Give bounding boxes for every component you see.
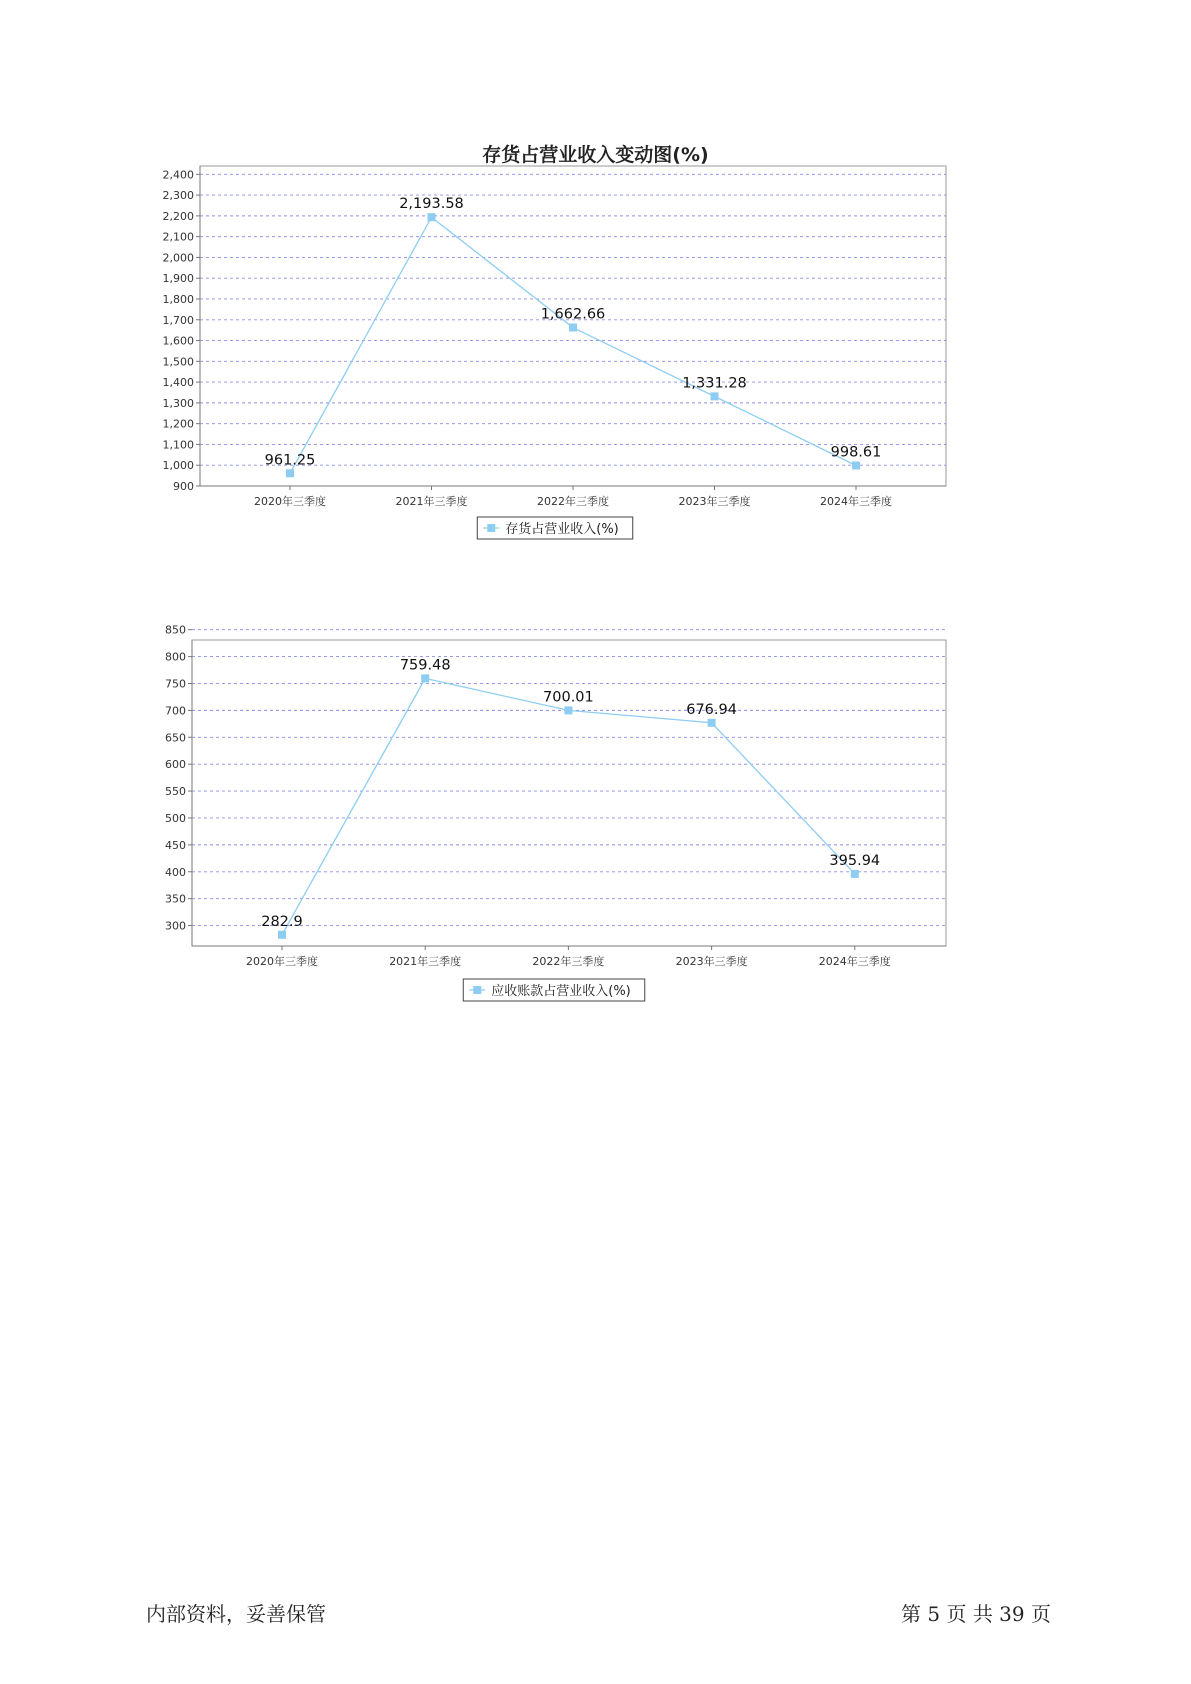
inventory-chart-svg [0, 140, 1191, 600]
y-tick-label: 1,300 [162, 396, 194, 410]
y-tick-label: 2,400 [162, 168, 194, 182]
y-tick-label: 700 [165, 704, 186, 718]
y-tick-label: 2,200 [162, 209, 194, 223]
data-label: 961.25 [264, 452, 316, 469]
data-point [421, 674, 429, 682]
y-tick-label: 1,900 [162, 272, 194, 286]
y-tick-label: 1,100 [162, 438, 194, 452]
y-tick-label: 1,700 [162, 313, 194, 327]
data-point [569, 324, 577, 332]
legend [477, 517, 633, 539]
data-label: 395.94 [829, 852, 881, 869]
x-tick-label: 2020年三季度 [246, 955, 318, 968]
data-point [851, 870, 859, 878]
data-point [286, 469, 294, 477]
y-tick-label: 600 [165, 758, 186, 772]
x-tick-label: 2020年三季度 [254, 495, 326, 508]
data-label: 1,331.28 [682, 375, 747, 392]
data-label: 676.94 [686, 701, 737, 718]
legend-swatch-marker [487, 524, 495, 532]
data-point [711, 392, 719, 400]
receivables-chart-svg [0, 623, 1191, 1100]
x-tick-label: 2024年三季度 [818, 955, 891, 968]
y-tick-label: 300 [165, 919, 186, 933]
x-tick-label: 2022年三季度 [537, 495, 609, 508]
data-point [852, 462, 860, 470]
x-tick-label: 2023年三季度 [678, 495, 751, 508]
y-tick-label: 1,000 [162, 459, 194, 473]
y-tick-label: 2,000 [162, 251, 194, 265]
x-tick-label: 2022年三季度 [532, 955, 605, 968]
data-point [428, 213, 436, 221]
inventory-chart [0, 140, 1191, 600]
data-point [278, 931, 286, 939]
y-tick-label: 400 [165, 865, 186, 879]
footer-confidential-note: 内部资料，妥善保管 [146, 1602, 326, 1626]
data-point [708, 719, 716, 727]
data-point [564, 706, 572, 714]
y-tick-label: 800 [165, 650, 186, 664]
data-label: 700.01 [543, 689, 594, 706]
y-tick-label: 350 [165, 892, 186, 906]
y-tick-label: 2,300 [162, 189, 194, 203]
legend-label: 应收账款占营业收入(%) [491, 984, 631, 999]
plot-area [192, 640, 946, 946]
data-label: 759.48 [399, 657, 451, 674]
y-tick-label: 850 [165, 623, 186, 637]
y-tick-label: 2,100 [162, 230, 194, 244]
y-tick-label: 750 [165, 677, 186, 691]
receivables-chart [0, 623, 1191, 1100]
data-label: 282.9 [261, 913, 303, 930]
data-label: 1,662.66 [540, 306, 606, 323]
y-tick-label: 450 [165, 838, 186, 852]
legend-label: 存货占营业收入(%) [505, 522, 619, 537]
y-tick-label: 1,200 [162, 417, 194, 431]
x-tick-label: 2023年三季度 [675, 955, 748, 968]
x-tick-label: 2024年三季度 [820, 495, 892, 508]
chart-title: 存货占营业收入变动图(%) [482, 144, 709, 166]
x-tick-label: 2021年三季度 [395, 495, 468, 508]
data-label: 998.61 [830, 444, 882, 461]
y-tick-label: 1,800 [162, 292, 194, 306]
x-tick-label: 2021年三季度 [389, 955, 462, 968]
y-tick-label: 1,400 [162, 376, 194, 390]
y-tick-label: 650 [165, 731, 186, 745]
y-tick-label: 550 [165, 785, 186, 799]
y-tick-label: 500 [165, 811, 186, 825]
y-tick-label: 1,600 [162, 334, 194, 348]
legend-swatch-marker [473, 986, 481, 994]
footer-page-number: 第 5 页 共 39 页 [901, 1602, 1051, 1626]
y-tick-label: 1,500 [162, 355, 194, 369]
legend [463, 979, 645, 1001]
data-label: 2,193.58 [399, 196, 464, 213]
y-tick-label: 900 [173, 480, 194, 493]
